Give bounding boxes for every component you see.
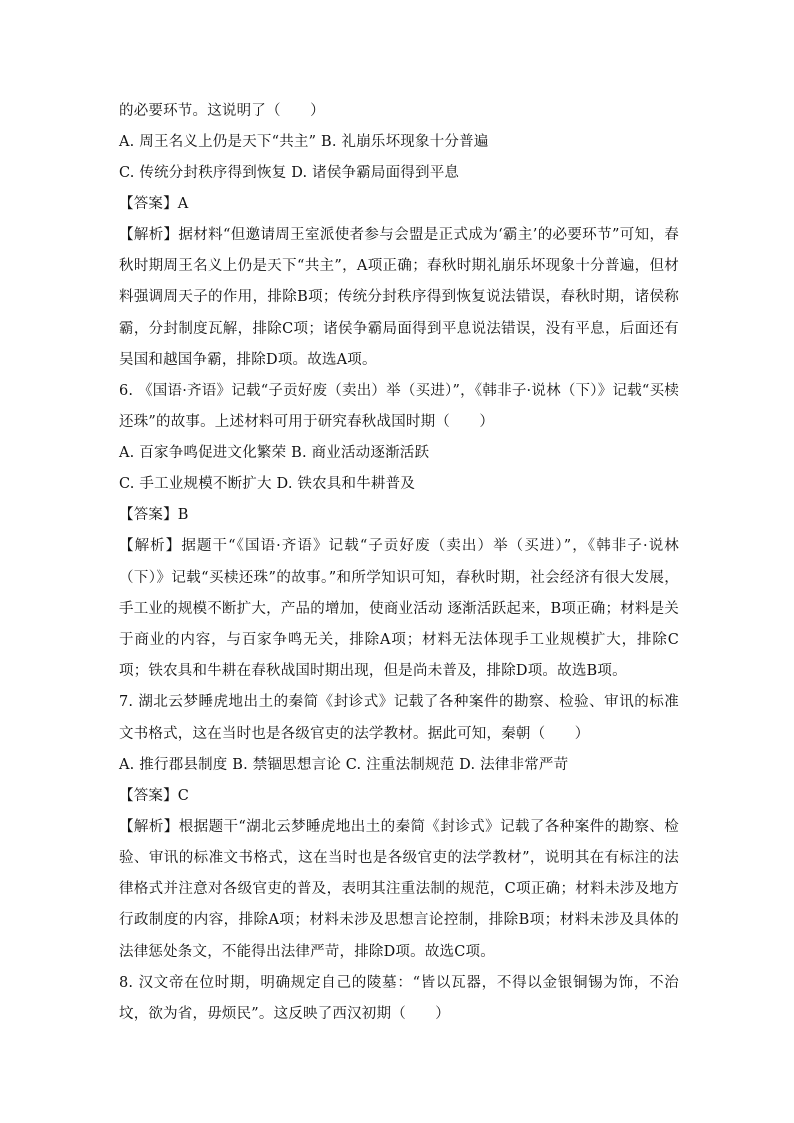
q7-stem: 7. 湖北云梦睡虎地出土的秦简《封诊式》记载了各种案件的勘察、检验、审讯的标准文书格式，这在当时也是各级官吏的法学教材。据此可知，秦朝（ ） xyxy=(119,694,679,742)
question-stem-continuation: 的必要环节。这说明了（ ） xyxy=(119,103,325,119)
q7-options: A. 推行郡县制度 B. 禁锢思想言论 C. 注重法制规范 D. 法律非常严苛 xyxy=(119,756,569,773)
q6-options-ab: A. 百家争鸣促进文化繁荣 B. 商业活动逐渐活跃 xyxy=(119,445,430,462)
q6-stem: 6. 《国语·齐语》记载“子贡好废（卖出）举（买进）”，《韩非子·说林（下）》记载“买椟还珠”的故事。上述材料可用于研究春秋战国时期（ ） xyxy=(119,383,679,431)
q5-answer: 【答案】A xyxy=(119,196,189,212)
q7-answer: 【答案】C xyxy=(119,787,190,804)
q7-explanation: 【解析】根据题干“湖北云梦睡虎地出土的秦简《封诊式》记载了各种案件的勘察、检验、审讯的标准文书格式，这在当时也是各级官吏的法学教材”，说明其在有标注的法律格式并注意对各级官吏的普及，表明其注重法制的规范，C项正确；材料未涉及地方行政制度的内容，排除A项；材料未涉及思想言论控制，排除B项；材料未涉及具体的法律惩处条文，不能得出法律严苛，排除D项。故选C项。 xyxy=(119,818,679,960)
q5-explanation: 【解析】据材料“但邀请周王室派使者参与会盟是正式成为‘霸主’的必要环节”可知，春秋时期周王名义上仍是天下“共主”，A项正确；春秋时期礼崩乐坏现象十分普遍，但材料强调周天子的作用，排除B项；传统分封秩序得到恢复说法错误，春秋时期，诸侯称霸，分封制度瓦解，排除C项；诸侯争霸局面得到平息说法错误，没有平息，后面还有吴国和越国争霸，排除D项。故选A项。 xyxy=(119,227,679,368)
q6-answer: 【答案】B xyxy=(119,507,189,524)
q5-options-ab: A. 周王名义上仍是天下“共主” B. 礼崩乐坏现象十分普遍 xyxy=(119,134,489,150)
document-page xyxy=(119,96,679,1030)
q8-stem: 8. 汉文帝在位时期，明确规定自己的陵墓：“皆以瓦器，不得以金银铜锡为饰，不治坟，欲为省，毋烦民”。这反映了西汉初期（ ） xyxy=(119,974,679,1023)
q6-explanation: 【解析】据题干“《国语·齐语》记载“子贡好废（卖出）举（买进）”，《韩非子·说林（下）》记载“买椟还珠”的故事。”和所学知识可知，春秋时期，社会经济有很大发展，手工业的规模不断扩大，产品的增加，使商业活动 逐渐活跃起来，B项正确；材料是关于商业的内容，与百家争鸣无关，排除A项；材料无法体现手工业规模扩大，排除C项；铁农具和牛耕在春秋战国时期出现，但是尚未普及，排除D项。故选B项。 xyxy=(119,538,679,680)
q5-options-cd: C. 传统分封秩序得到恢复 D. 诸侯争霸局面得到平息 xyxy=(119,165,460,181)
q6-options-cd: C. 手工业规模不断扩大 D. 铁农具和牛耕普及 xyxy=(119,476,416,493)
